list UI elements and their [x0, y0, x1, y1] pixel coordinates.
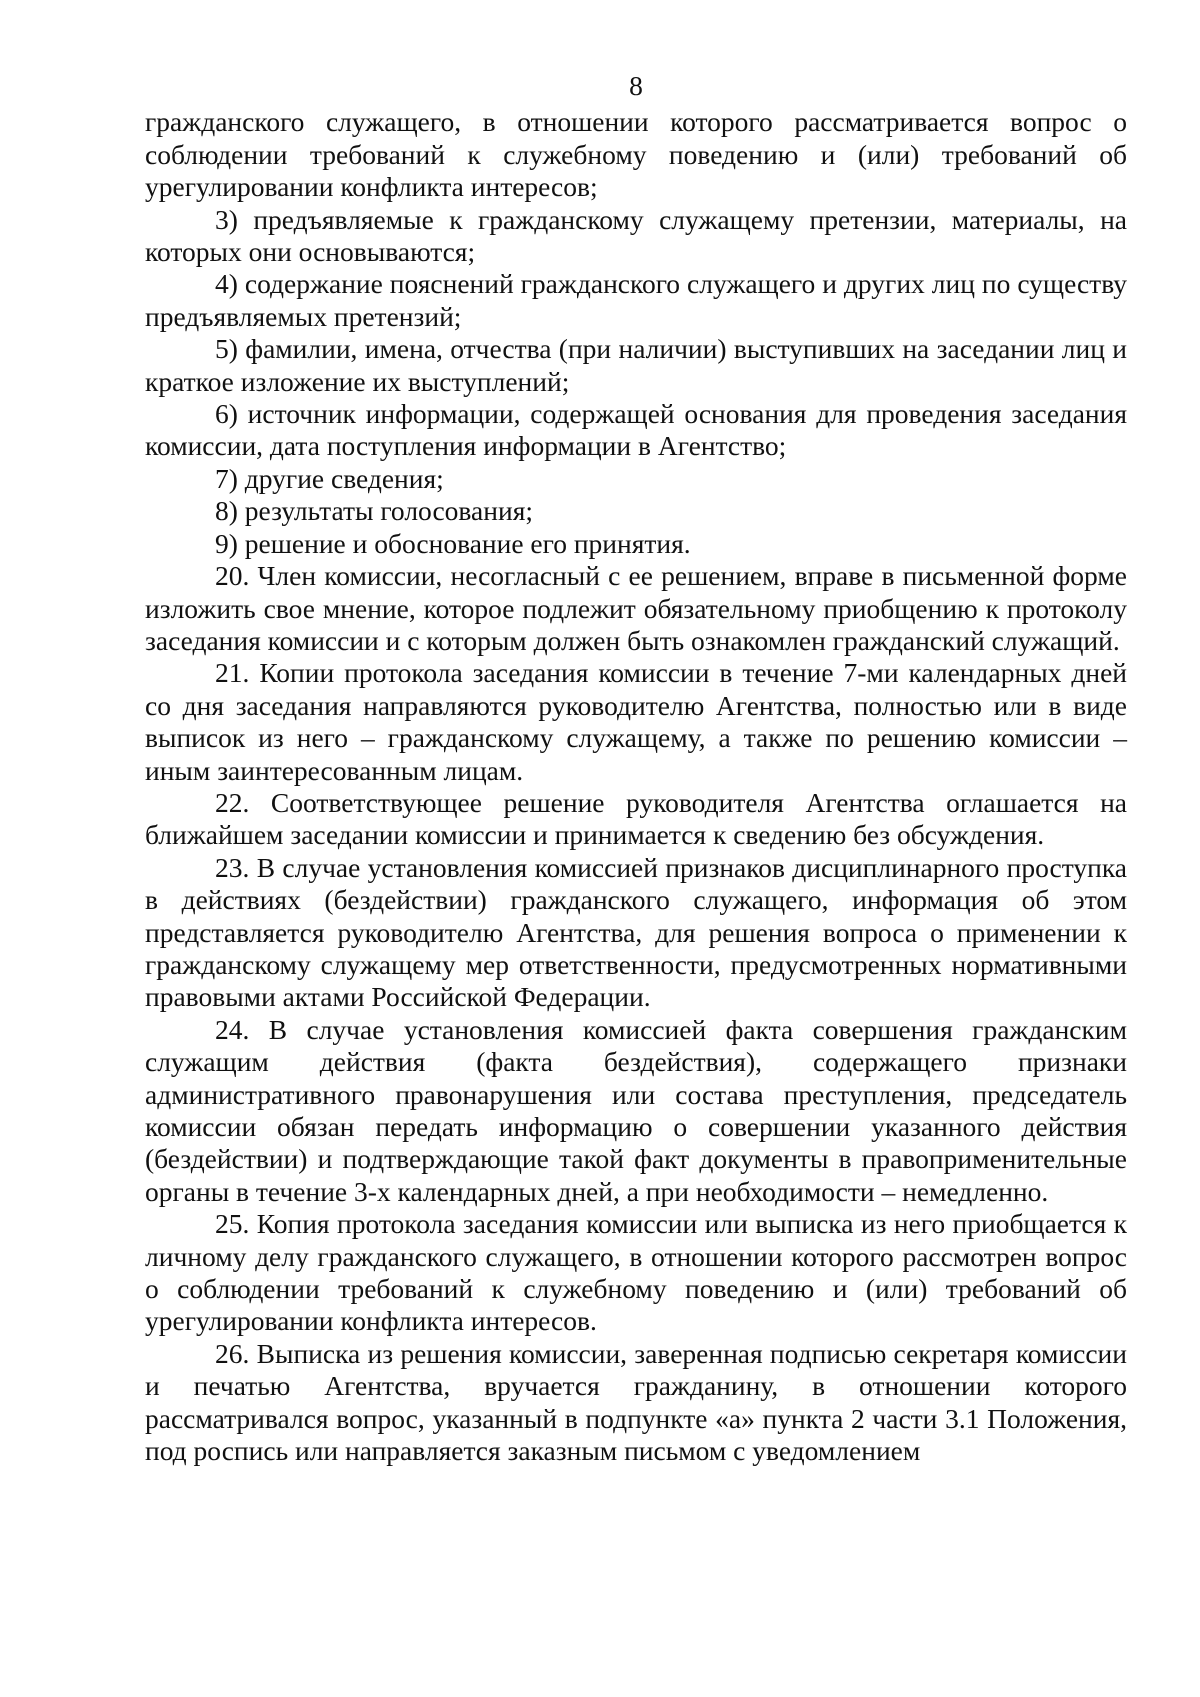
page-number: 8: [629, 70, 643, 101]
paragraph: 6) источник информации, содержащей основания для проведения заседания комиссии, дата поступления информации в Агентство;: [145, 398, 1127, 462]
paragraph: 3) предъявляемые к гражданскому служащему претензии, материалы, на которых они основываются;: [145, 203, 1127, 268]
document-body: [145, 106, 1127, 1467]
paragraph: 5) фамилии, имена, отчества (при наличии) выступивших на заседании лиц и краткое изложение их выступлений;: [145, 333, 1127, 397]
paragraph: 20. Член комиссии, несогласный с ее решением, вправе в письменной форме изложить свое мнение, которое подлежит обязательному приобщению к протоколу заседания комиссии и с которым должен быть ознакомлен гражданский служащий.: [145, 560, 1127, 656]
paragraph: 9) решение и обоснование его принятия.: [215, 527, 691, 559]
paragraph: 23. В случае установления комиссией признаков дисциплинарного проступка в действиях (бездействии) гражданского служащего, информация об этом представляется руководителю Агентства, для решения вопроса о применении к гражданскому служащему мер ответственности, предусмотренных нормативными правовыми актами Российской Федерации.: [145, 851, 1127, 1013]
paragraph: 24. В случае установления комиссией факта совершения гражданским служащим действия (факта бездействия), содержащего признаки административного правонарушения или состава преступления, председатель комиссии обязан передать информацию о совершении указанного действия (бездействии) и подтверждающие такой факт документы в правоприменительные органы в течение 3-х календарных дней, а при необходимости – немедленно.: [145, 1013, 1127, 1207]
paragraph: 26. Выписка из решения комиссии, заверенная подписью секретаря комиссии и печатью Агентства, вручается гражданину, в отношении которого рассматривался вопрос, указанный в подпункте «а» пункта 2 части 3.1 Положения, под роспись или направляется заказным письмом с уведомлением: [145, 1337, 1127, 1467]
paragraph: 7) другие сведения;: [215, 462, 444, 494]
paragraph: 21. Копии протокола заседания комиссии в течение 7-ми календарных дней со дня заседания направляются руководителю Агентства, полностью или в виде выписок из него – гражданскому служащему, а также по решению комиссии – иным заинтересованным лицам.: [145, 657, 1127, 786]
paragraph: 8) результаты голосования;: [215, 495, 533, 527]
paragraph: 25. Копия протокола заседания комиссии или выписка из него приобщается к личному делу гражданского служащего, в отношении которого рассмотрен вопрос о соблюдении требований к служебному поведению и (или) требований об урегулировании конфликта интересов.: [145, 1208, 1127, 1337]
paragraph: гражданского служащего, в отношении которого рассматривается вопрос о соблюдении требований к служебному поведению и (или) требований об урегулировании конфликта интересов;: [145, 106, 1127, 203]
paragraph: 22. Соответствующее решение руководителя Агентства оглашается на ближайшем заседании комиссии и принимается к сведению без обсуждения.: [145, 786, 1127, 851]
paragraph: 4) содержание пояснений гражданского служащего и других лиц по существу предъявляемых претензий;: [145, 268, 1127, 332]
document-page: [145, 70, 1127, 1467]
